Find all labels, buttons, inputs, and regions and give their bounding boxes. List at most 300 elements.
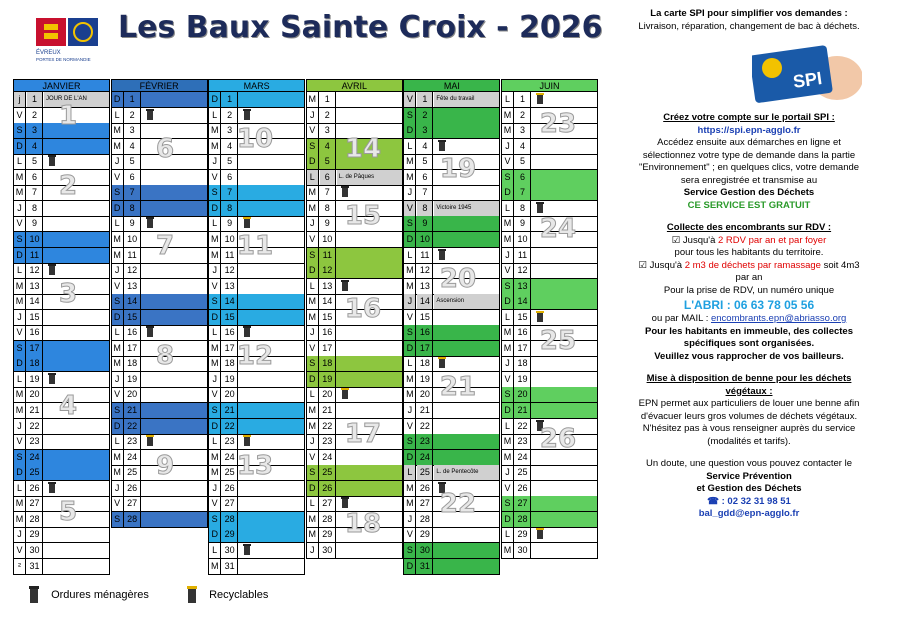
day-number: 19	[320, 372, 336, 387]
day-letter: J	[14, 310, 26, 325]
day-letter: M	[14, 403, 26, 418]
day-letter: D	[112, 92, 124, 107]
day-number: 30	[27, 543, 43, 558]
day-letter: S	[307, 465, 319, 480]
day-letter: M	[14, 294, 26, 309]
black-bin-icon	[438, 249, 446, 260]
day-number: 5	[27, 154, 43, 169]
day-row	[403, 527, 500, 543]
day-row	[501, 465, 598, 481]
day-row	[501, 481, 598, 497]
day-letter: V	[307, 232, 319, 247]
day-number: 1	[222, 92, 238, 107]
day-letter: V	[14, 108, 26, 123]
week-number: 17	[344, 419, 382, 449]
day-row	[306, 372, 403, 388]
day-number: 28	[125, 512, 141, 527]
day-letter: D	[14, 248, 26, 263]
day-letter: L	[14, 154, 26, 169]
day-letter: V	[404, 527, 416, 542]
evreux-logo	[34, 16, 104, 64]
day-letter: J	[307, 325, 319, 340]
day-letter: L	[404, 139, 416, 154]
day-letter: D	[307, 372, 319, 387]
day-number: 20	[515, 387, 531, 402]
day-letter: M	[209, 248, 221, 263]
month-header: MARS	[208, 79, 305, 92]
day-number: 3	[222, 123, 238, 138]
day-number: 16	[320, 325, 336, 340]
calendar	[13, 79, 599, 575]
week-number: 15	[344, 201, 382, 231]
day-number: 8	[27, 201, 43, 216]
day-row	[501, 263, 598, 279]
day-number: 6	[515, 170, 531, 185]
day-letter: D	[209, 527, 221, 542]
day-number: 14	[320, 294, 336, 309]
day-number: 17	[320, 341, 336, 356]
day-letter: D	[14, 139, 26, 154]
day-letter: J	[404, 512, 416, 527]
day-letter: M	[112, 341, 124, 356]
day-number: 12	[515, 263, 531, 278]
day-letter: J	[502, 248, 514, 263]
holiday-label: L. de Pâques	[337, 170, 402, 185]
day-letter: L	[307, 387, 319, 402]
day-letter: D	[404, 450, 416, 465]
day-row	[501, 139, 598, 155]
day-number: 22	[222, 419, 238, 434]
recycle-bin-icon	[536, 311, 544, 322]
day-number: 13	[125, 279, 141, 294]
day-number: 24	[27, 450, 43, 465]
day-letter: D	[112, 310, 124, 325]
day-number: 29	[27, 527, 43, 542]
day-row	[13, 154, 110, 170]
day-letter: S	[502, 387, 514, 402]
day-number: 22	[515, 419, 531, 434]
day-row	[13, 465, 110, 481]
day-row	[208, 481, 305, 497]
day-row	[306, 356, 403, 372]
enc-line-5: Pour la prise de RDV, un numéro unique	[663, 284, 835, 296]
day-row	[403, 341, 500, 357]
day-number: 30	[320, 543, 336, 558]
day-row	[13, 248, 110, 264]
day-letter: V	[14, 216, 26, 231]
month-header: AVRIL	[306, 79, 403, 92]
week-number: 14	[344, 134, 382, 164]
day-number: 10	[320, 232, 336, 247]
day-number: 21	[320, 403, 336, 418]
day-letter: M	[502, 123, 514, 138]
month-header: JUIN	[501, 79, 598, 92]
day-number: 12	[417, 263, 433, 278]
day-row	[208, 387, 305, 403]
day-row	[111, 372, 208, 388]
day-letter: J	[209, 154, 221, 169]
day-letter: V	[112, 279, 124, 294]
day-letter: J	[404, 294, 416, 309]
day-row	[111, 310, 208, 326]
week-number: 20	[439, 264, 477, 294]
black-bin-icon	[28, 586, 40, 604]
day-letter: M	[502, 341, 514, 356]
day-number: 18	[222, 356, 238, 371]
day-row	[403, 419, 500, 435]
day-row	[306, 481, 403, 497]
day-row	[208, 294, 305, 310]
day-letter: D	[14, 356, 26, 371]
black-bin-icon	[341, 280, 349, 291]
day-letter: M	[307, 201, 319, 216]
day-row	[403, 310, 500, 326]
day-letter: M	[112, 450, 124, 465]
day-row	[403, 543, 500, 559]
day-row	[501, 387, 598, 403]
day-row	[501, 512, 598, 528]
day-letter: M	[307, 403, 319, 418]
day-number: 17	[515, 341, 531, 356]
day-number: 3	[320, 123, 336, 138]
day-letter: M	[404, 387, 416, 402]
day-row	[111, 387, 208, 403]
day-number: 10	[417, 232, 433, 247]
portal-text-5: Service Gestion des Déchets	[683, 187, 815, 198]
day-number: 6	[27, 170, 43, 185]
day-letter: M	[14, 170, 26, 185]
day-number: 25	[27, 465, 43, 480]
day-row	[501, 403, 598, 419]
day-row	[208, 170, 305, 186]
day-row	[13, 356, 110, 372]
day-letter: D	[112, 201, 124, 216]
day-number: 3	[417, 123, 433, 138]
day-row	[111, 185, 208, 201]
day-row	[111, 496, 208, 512]
day-number: 16	[27, 325, 43, 340]
day-row	[403, 139, 500, 155]
day-row	[306, 232, 403, 248]
day-number: 23	[320, 434, 336, 449]
day-number: 22	[27, 419, 43, 434]
day-letter: M	[209, 450, 221, 465]
day-letter: S	[14, 341, 26, 356]
day-row	[13, 481, 110, 497]
day-row	[403, 232, 500, 248]
week-number: 4	[58, 391, 78, 421]
day-letter: M	[14, 387, 26, 402]
day-row	[403, 434, 500, 450]
day-number: 6	[125, 170, 141, 185]
benne-heading-2: végétaux :	[725, 385, 773, 397]
day-row	[208, 154, 305, 170]
day-number: 17	[417, 341, 433, 356]
day-letter: L	[209, 543, 221, 558]
day-number: 5	[222, 154, 238, 169]
holiday-label: JOUR DE L'AN	[44, 92, 109, 107]
enc-line-3: ☑ Jusqu'à 2 m3 de déchets par ramassage soit 4m3	[638, 259, 860, 271]
day-letter: V	[404, 201, 416, 216]
day-row	[403, 92, 500, 108]
day-number: 7	[27, 185, 43, 200]
day-number: 21	[222, 403, 238, 418]
day-row	[403, 356, 500, 372]
day-row	[13, 310, 110, 326]
day-letter: J	[502, 356, 514, 371]
day-letter: M	[404, 279, 416, 294]
day-row	[306, 185, 403, 201]
day-letter: L	[112, 108, 124, 123]
day-row	[403, 465, 500, 481]
day-row	[111, 216, 208, 232]
day-number: 22	[417, 419, 433, 434]
day-row	[501, 356, 598, 372]
week-number: 7	[155, 231, 175, 261]
day-number: 20	[125, 387, 141, 402]
day-letter: S	[404, 216, 416, 231]
month-header: FÉVRIER	[111, 79, 208, 92]
day-number: 11	[222, 248, 238, 263]
day-letter: J	[307, 216, 319, 231]
day-row	[501, 527, 598, 543]
portal-url[interactable]: https://spi.epn-agglo.fr	[697, 124, 801, 136]
day-letter: L	[307, 170, 319, 185]
day-number: 10	[515, 232, 531, 247]
day-letter: D	[404, 341, 416, 356]
day-number: 18	[27, 356, 43, 371]
black-bin-icon	[48, 264, 56, 275]
enc-line-1: ☑ Jusqu'à 2 RDV par an et par foyer	[671, 234, 827, 246]
day-letter: S	[307, 248, 319, 263]
day-letter: L	[209, 325, 221, 340]
day-number: 16	[417, 325, 433, 340]
day-letter: S	[502, 279, 514, 294]
holiday-label: L. de Pentecôte	[434, 465, 499, 480]
day-number: 18	[515, 356, 531, 371]
day-number: 15	[515, 310, 531, 325]
day-number: 23	[515, 434, 531, 449]
day-number: 9	[515, 216, 531, 231]
day-row	[306, 341, 403, 357]
day-row	[403, 185, 500, 201]
day-number: 21	[125, 403, 141, 418]
day-letter: L	[404, 465, 416, 480]
day-number: 15	[417, 310, 433, 325]
day-row	[208, 543, 305, 559]
day-number: 20	[222, 387, 238, 402]
day-row	[306, 450, 403, 466]
week-number: 13	[236, 451, 274, 481]
black-bin-icon	[243, 326, 251, 337]
day-letter: M	[14, 512, 26, 527]
day-number: 24	[417, 450, 433, 465]
day-number: 23	[27, 434, 43, 449]
day-row	[403, 294, 500, 310]
week-number: 23	[539, 109, 577, 139]
day-number: 1	[320, 92, 336, 107]
day-number: 29	[417, 527, 433, 542]
day-letter: J	[209, 481, 221, 496]
day-number: 22	[320, 419, 336, 434]
spi-heading: La carte SPI pour simplifier vos demandes :	[650, 8, 848, 19]
svg-text:ÉVREUX: ÉVREUX	[36, 50, 61, 56]
day-number: 25	[125, 465, 141, 480]
day-row	[111, 419, 208, 435]
day-number: 7	[515, 185, 531, 200]
legend-recy	[186, 586, 268, 604]
day-row	[501, 185, 598, 201]
day-number: 8	[125, 201, 141, 216]
day-number: 12	[222, 263, 238, 278]
enc-line-4: par an	[735, 272, 763, 283]
day-letter: L	[209, 434, 221, 449]
day-letter: J	[112, 263, 124, 278]
day-number: 25	[515, 465, 531, 480]
day-number: 30	[417, 543, 433, 558]
day-letter: V	[502, 154, 514, 169]
day-letter: V	[307, 123, 319, 138]
day-letter: S	[404, 325, 416, 340]
day-letter: V	[307, 450, 319, 465]
day-number: 26	[222, 481, 238, 496]
day-letter: D	[404, 232, 416, 247]
day-number: 20	[417, 387, 433, 402]
day-row	[306, 92, 403, 108]
day-number: 4	[417, 139, 433, 154]
day-row	[501, 170, 598, 186]
day-number: 27	[125, 496, 141, 511]
day-number: 27	[515, 496, 531, 511]
day-number: 27	[27, 496, 43, 511]
day-letter: M	[209, 465, 221, 480]
black-bin-icon	[536, 202, 544, 213]
day-number: 11	[320, 248, 336, 263]
week-number: 26	[539, 424, 577, 454]
day-row	[306, 325, 403, 341]
week-number: 21	[439, 372, 477, 402]
day-letter: V	[14, 543, 26, 558]
day-letter: J	[112, 372, 124, 387]
day-letter: L	[502, 201, 514, 216]
day-number: 26	[417, 481, 433, 496]
info-panel	[608, 8, 890, 33]
day-number: 4	[27, 139, 43, 154]
day-row	[501, 496, 598, 512]
day-letter: S	[307, 139, 319, 154]
day-letter: M	[209, 139, 221, 154]
day-letter: L	[14, 372, 26, 387]
day-number: 19	[417, 372, 433, 387]
day-number: 15	[27, 310, 43, 325]
day-letter: D	[112, 419, 124, 434]
day-number: 8	[515, 201, 531, 216]
week-number: 11	[236, 231, 274, 261]
day-number: 26	[320, 481, 336, 496]
holiday-label: Fête du travail	[434, 92, 499, 107]
day-letter: M	[209, 232, 221, 247]
benne-1: EPN permet aux particuliers de louer une benne afin	[638, 398, 860, 409]
day-row	[111, 201, 208, 217]
svg-text:SPI: SPI	[791, 67, 824, 92]
day-letter: S	[502, 170, 514, 185]
day-number: 20	[27, 387, 43, 402]
contact-email[interactable]: bal_gdd@epn-agglo.fr	[698, 508, 800, 519]
day-row	[208, 325, 305, 341]
day-number: 19	[222, 372, 238, 387]
day-number: 9	[125, 216, 141, 231]
holiday-label: Ascension	[434, 294, 499, 309]
day-number: 12	[320, 263, 336, 278]
contact-3: et Gestion des Déchets	[696, 483, 802, 494]
day-number: 20	[320, 387, 336, 402]
day-letter: M	[502, 232, 514, 247]
recycle-bin-icon	[186, 586, 198, 604]
day-number: 4	[320, 139, 336, 154]
day-letter: V	[404, 92, 416, 107]
day-row	[13, 325, 110, 341]
day-row	[208, 310, 305, 326]
legend-black	[28, 586, 149, 604]
day-number: 31	[417, 559, 433, 574]
day-letter: S	[404, 434, 416, 449]
day-row	[13, 232, 110, 248]
day-row	[111, 279, 208, 295]
black-bin-icon	[243, 109, 251, 120]
day-number: 5	[320, 154, 336, 169]
day-number: 29	[320, 527, 336, 542]
day-number: 13	[222, 279, 238, 294]
legend-black-label: Ordures ménagères	[51, 588, 149, 601]
day-row	[208, 279, 305, 295]
day-letter: M	[14, 496, 26, 511]
day-number: 7	[125, 185, 141, 200]
day-letter: M	[502, 216, 514, 231]
black-bin-icon	[146, 217, 154, 228]
day-letter: V	[502, 263, 514, 278]
day-number: 30	[515, 543, 531, 558]
day-row	[111, 481, 208, 497]
day-row	[208, 216, 305, 232]
recycle-bin-icon	[536, 528, 544, 539]
day-row	[306, 465, 403, 481]
day-letter: M	[14, 279, 26, 294]
day-letter: J	[14, 527, 26, 542]
day-number: 23	[417, 434, 433, 449]
day-number: 16	[515, 325, 531, 340]
day-letter: M	[502, 450, 514, 465]
day-letter: D	[14, 465, 26, 480]
day-letter: M	[112, 139, 124, 154]
day-row	[208, 108, 305, 124]
portal-text-2: sélectionnez votre type de demande dans la partie	[642, 149, 856, 161]
day-number: 9	[417, 216, 433, 231]
enc-mail-link[interactable]: encombrants.epn@abriasso.org	[710, 313, 847, 324]
day-number: 14	[125, 294, 141, 309]
week-number: 6	[155, 134, 175, 164]
day-row	[111, 108, 208, 124]
day-number: 27	[417, 496, 433, 511]
day-row	[306, 543, 403, 559]
day-row	[501, 248, 598, 264]
day-row	[501, 372, 598, 388]
day-row	[13, 372, 110, 388]
day-letter: J	[209, 263, 221, 278]
day-letter: J	[404, 403, 416, 418]
day-number: 8	[222, 201, 238, 216]
day-letter: j	[14, 92, 26, 107]
day-number: 6	[222, 170, 238, 185]
